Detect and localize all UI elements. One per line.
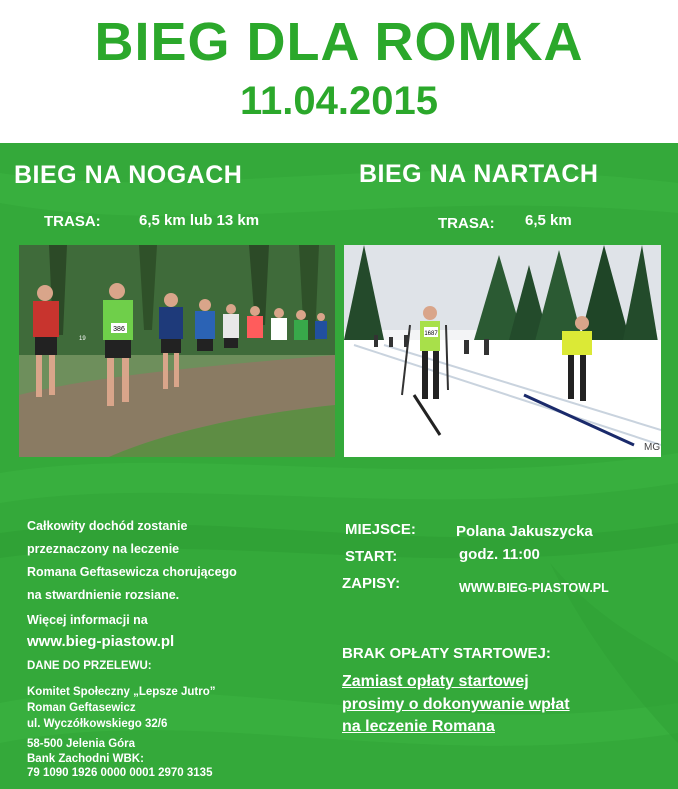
run-trasa-value: 6,5 km lub 13 km	[139, 212, 260, 229]
event-date: 11.04.2015	[240, 79, 438, 123]
skiing-photo	[344, 245, 661, 457]
info-line-4: na stwardnienie rozsiane.	[27, 588, 180, 602]
photo-watermark: MG	[644, 442, 661, 453]
transfer-line-5: Bank Zachodni WBK:	[27, 753, 144, 765]
start-value: godz. 11:00	[459, 546, 540, 563]
fee-title: BRAK OPŁATY STARTOWEJ:	[342, 645, 551, 662]
runner-bib-2: 19	[79, 336, 86, 342]
header	[0, 0, 678, 143]
skier-bib: 1687	[424, 331, 438, 337]
place-value: Polana Jakuszycka	[456, 523, 593, 540]
transfer-line-4: 58-500 Jelenia Góra	[27, 738, 136, 750]
more-info-label: Więcej informacji na	[27, 613, 148, 627]
fee-line-3: na leczenie Romana	[342, 718, 495, 735]
signup-label: ZAPISY:	[342, 575, 401, 592]
transfer-label: DANE DO PRZELEWU:	[27, 660, 152, 672]
run-trasa-label: TRASA:	[44, 213, 101, 230]
transfer-line-6: 79 1090 1926 0000 0001 2970 3135	[27, 767, 213, 779]
running-photo	[19, 245, 335, 457]
event-title: BIEG DLA ROMKA	[94, 12, 584, 72]
website-link[interactable]: www.bieg-piastow.pl	[27, 633, 175, 650]
ski-trasa-value: 6,5 km	[525, 212, 572, 229]
info-line-1: Całkowity dochód zostanie	[27, 519, 188, 533]
start-label: START:	[345, 548, 398, 565]
fee-line-2: prosimy o dokonywanie wpłat	[342, 696, 570, 713]
signup-value[interactable]: WWW.BIEG-PIASTOW.PL	[459, 581, 609, 595]
poster-body	[0, 143, 678, 789]
transfer-line-2: Roman Geftasewicz	[27, 702, 136, 714]
transfer-line-3: ul. Wyczółkowskiego 32/6	[27, 718, 168, 730]
runner-bib: 386	[113, 326, 125, 333]
info-line-2: przeznaczony na leczenie	[27, 542, 180, 556]
transfer-line-1: Komitet Społeczny „Lepsze Jutro”	[27, 686, 216, 698]
ski-trasa-label: TRASA:	[438, 215, 495, 232]
fee-line-1: Zamiast opłaty startowej	[342, 673, 529, 690]
place-label: MIEJSCE:	[345, 521, 416, 538]
info-line-3: Romana Geftasewicza chorującego	[27, 565, 237, 579]
ski-section-title: BIEG NA NARTACH	[359, 160, 599, 188]
run-section-title: BIEG NA NOGACH	[14, 161, 243, 189]
